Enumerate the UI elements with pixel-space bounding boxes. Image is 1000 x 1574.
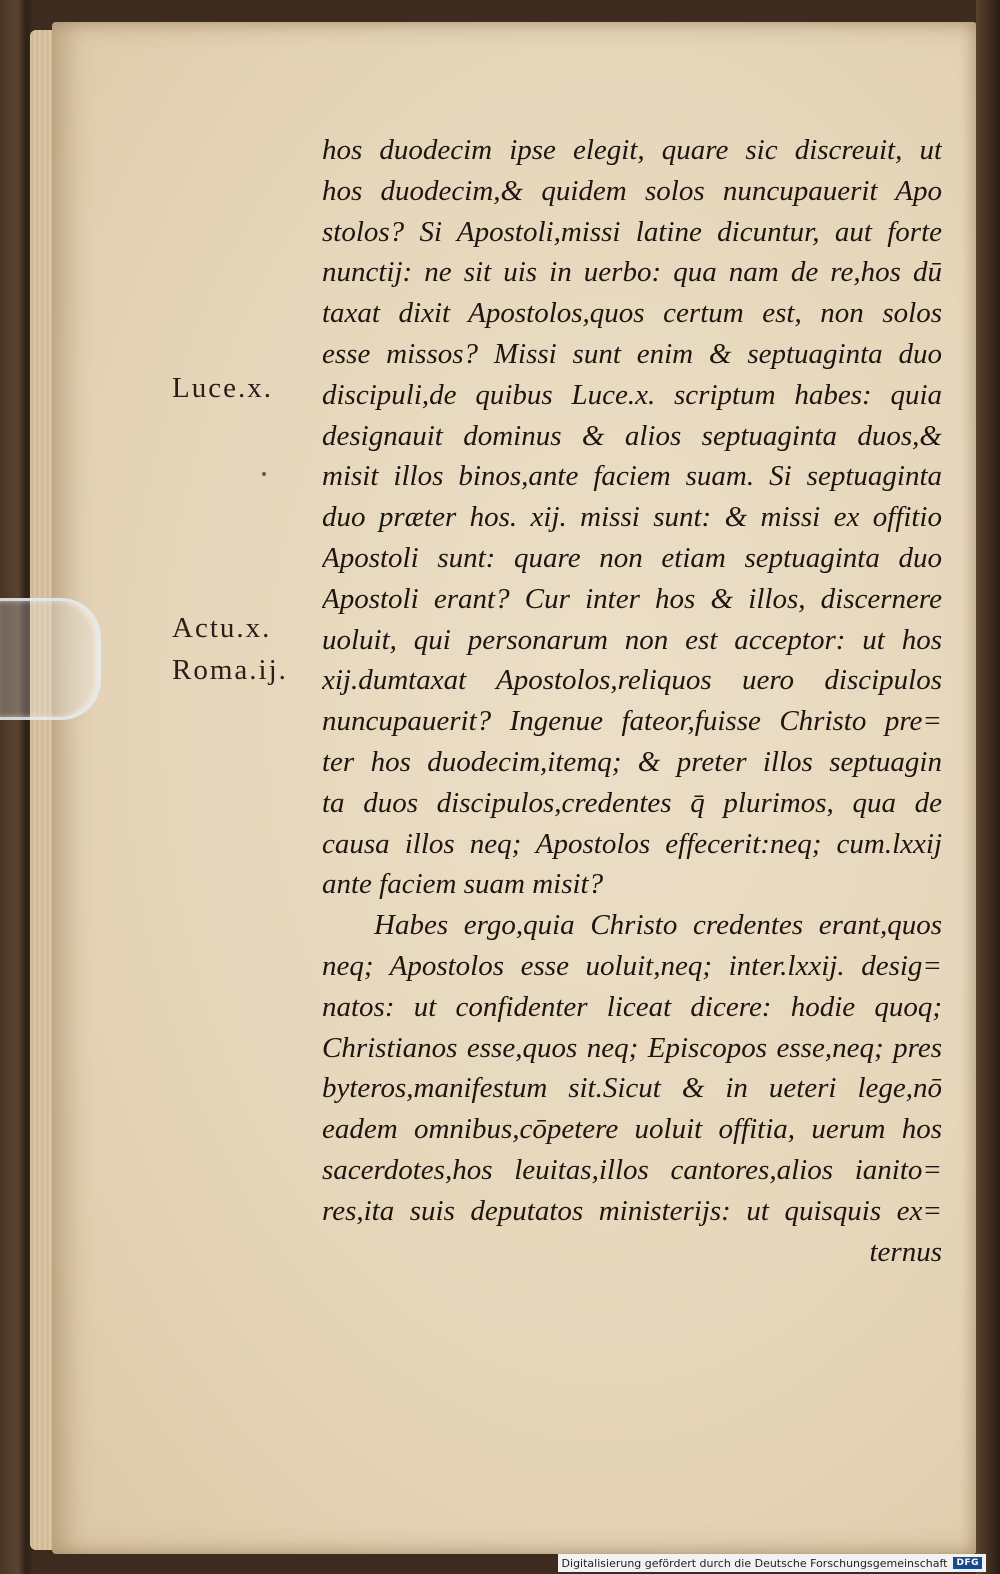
digitization-footer — [558, 1554, 986, 1572]
margin-note-roma: Roma.ij. — [172, 654, 288, 686]
text-line: Apostoli sunt: quare non etiam septuaginta duo — [322, 541, 942, 574]
dfg-logo: DFG — [953, 1557, 982, 1569]
text-line: eadem omnibus,cōpetere uoluit offitia, uerum hos — [322, 1113, 942, 1146]
text-line: uoluit, qui personarum non est acceptor: ut hos — [322, 623, 942, 656]
binding-edge — [976, 0, 1000, 1574]
catchword: ternus — [869, 1235, 942, 1268]
ink-speck — [262, 472, 266, 476]
text-line: Christianos esse,quos neq; Episcopos esse,neq; pres — [322, 1031, 942, 1064]
text-line: taxat dixit Apostolos,quos certum est, non solos — [322, 297, 942, 330]
margin-note-luce: Luce.x. — [172, 372, 273, 404]
text-line: misit illos binos,ante faciem suam. Si septuaginta — [322, 460, 942, 493]
text-line: byteros,manifestum sit.Sicut & in ueteri lege,nō — [322, 1072, 942, 1105]
text-line: Habes ergo,quia Christo credentes erant,quos — [374, 909, 942, 942]
text-line: hos duodecim ipse elegit, quare sic discreuit, ut — [322, 134, 942, 166]
text-line: causa illos neq; Apostolos effecerit:neq; cum.lxxij — [322, 827, 942, 860]
text-line: esse missos? Missi sunt enim & septuaginta duo — [322, 337, 942, 370]
text-line: stolos? Si Apostoli,missi latine dicuntur, aut forte — [322, 215, 942, 248]
text-line: designauit dominus & alios septuaginta duos,& — [322, 419, 942, 452]
margin-note-actu: Actu.x. — [172, 612, 272, 644]
text-line: hos duodecim,& quidem solos nuncupauerit Apo — [322, 174, 942, 207]
text-line: discipuli,de quibus Luce.x. scriptum habes: quia — [322, 378, 942, 411]
text-line: Apostoli erant? Cur inter hos & illos, discernere — [322, 582, 942, 615]
text-line: res,ita suis deputatos ministerijs: ut quisquis ex= — [322, 1194, 942, 1227]
text-line: natos: ut confidenter liceat dicere: hodie quoq; — [322, 990, 942, 1023]
body-text — [322, 130, 942, 1272]
page-clip — [0, 598, 101, 720]
text-line: ter hos duodecim,itemq; & preter illos septuagin — [322, 745, 942, 778]
text-line: ante faciem suam misit? — [322, 868, 604, 901]
text-line: ta duos discipulos,credentes q̄ plurimos, qua de — [322, 786, 942, 819]
text-line: xij.dumtaxat Apostolos,reliquos uero discipulos — [322, 664, 942, 697]
text-line: nuncupauerit? Ingenue fateor,fuisse Christo pre= — [322, 705, 942, 738]
text-line: sacerdotes,hos leuitas,illos cantores,alios ianito= — [322, 1153, 942, 1186]
text-line: nunctij: ne sit uis in uerbo: qua nam de re,hos dū — [322, 256, 942, 289]
text-line: duo præter hos. xij. missi sunt: & missi ex offitio — [322, 501, 942, 534]
footer-text: Digitalisierung gefördert durch die Deutsche Forschungsgemeinschaft — [561, 1556, 948, 1570]
text-line: neq; Apostolos esse uoluit,neq; inter.lxxij. desig= — [322, 949, 942, 982]
